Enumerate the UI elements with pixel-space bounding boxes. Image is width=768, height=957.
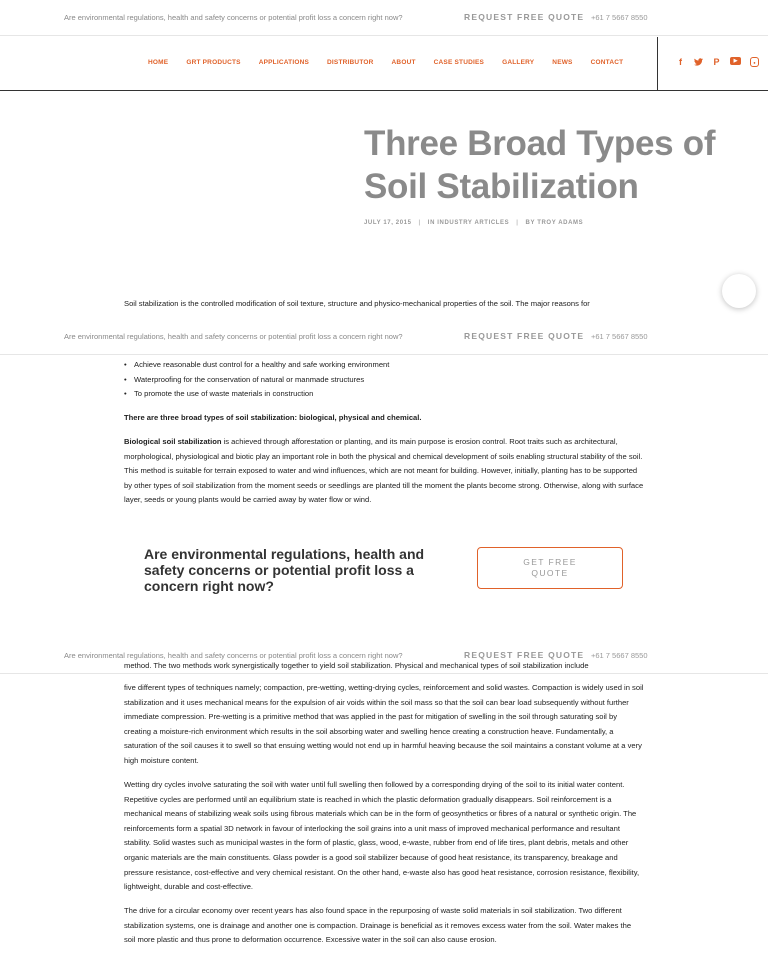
nav-item-case-studies[interactable]: CASE STUDIES bbox=[433, 59, 485, 66]
biological-paragraph bbox=[124, 435, 644, 508]
types-statement bbox=[124, 411, 644, 426]
nav-item-contact[interactable]: CONTACT bbox=[590, 59, 624, 66]
page-title: Three Broad Types of Soil Stabilization bbox=[364, 124, 716, 206]
nav-item-grt-products[interactable]: GRT PRODUCTS bbox=[186, 59, 241, 66]
request-quote-link[interactable]: REQUEST FREE QUOTE bbox=[464, 12, 585, 22]
request-quote-link[interactable]: REQUEST FREE QUOTE bbox=[464, 650, 585, 660]
nav-item-news[interactable]: NEWS bbox=[552, 59, 573, 66]
instagram-icon[interactable]: ● bbox=[750, 57, 759, 67]
circular-economy-paragraph: The drive for a circular economy over recent years has also found space in the repurposing of waste solid materials in soil stabilization. Two different stabilization systems, one is drainage and another one is compaction. Drainage is beneficial as it removes excess water from the soil. Water makes the soil more plastic and thus prone to deformation occurrence. Excessive water in the soil can also cause erosion. bbox=[124, 906, 632, 945]
partially-hidden-line bbox=[124, 661, 644, 674]
twitter-icon[interactable] bbox=[694, 57, 703, 67]
phone-number[interactable]: +61 7 5667 8550 bbox=[591, 651, 648, 660]
list-item: • Achieve reasonable dust control for a healthy and safe working environment bbox=[124, 358, 644, 373]
post-author[interactable]: BY TROY ADAMS bbox=[525, 220, 584, 226]
nav-item-applications[interactable]: APPLICATIONS bbox=[258, 59, 310, 66]
post-date: JULY 17, 2015 bbox=[364, 220, 412, 226]
top-bar-message: Are environmental regulations, health and safety concerns or potential profit loss a concern right now? bbox=[64, 651, 403, 660]
pinterest-icon[interactable]: P bbox=[713, 57, 720, 67]
biological-label: Biological soil stabilization bbox=[124, 437, 222, 446]
nav-item-gallery[interactable]: GALLERY bbox=[502, 59, 535, 66]
sticky-top-bar bbox=[0, 319, 768, 355]
types-statement-text: There are three broad types of soil stabilization: biological, physical and chemical. bbox=[124, 413, 422, 422]
meta-separator: | bbox=[516, 220, 519, 226]
social-links bbox=[676, 57, 759, 67]
top-bar-message: Are environmental regulations, health and safety concerns or potential profit loss a concern right now? bbox=[64, 13, 403, 22]
nav-item-about[interactable]: ABOUT bbox=[391, 59, 416, 66]
nav-item-distributor[interactable]: DISTRIBUTOR bbox=[327, 59, 374, 66]
floating-circle-button[interactable] bbox=[722, 274, 756, 308]
biological-text: is achieved through afforestation or planting, and its main purpose is erosion control. Root traits such as architectural, morphological, physiological and biotic play an important role in both the physical and chemical development of soils enabling structural stability of the soil. This method is suitable for terrain exposed to water and wind influences, which are not meant for building. However, initially, planting has to be supported by other types of soil stabilization from the moment seeds or seedlings are planted till the moment the plants become strong. Otherwise, along with surface layer, seeds or young plants would be carried away by water flow or wind. bbox=[124, 437, 644, 505]
physical-paragraph: five different types of techniques namely; compaction, pre-wetting, wetting-drying cycles, reinforcement and solid wastes. Compaction is widely used in soil stabilization and it uses mechanical means for the expulsion of air voids within the soil mass so that the soil can bear load subsequently without further immediate compression. Pre-wetting is a primitive method that was applied in the past for mitigation of swelling in the soil through saturating soil by creating a moisture-rich environment which results in the soil absorbing water and swelling hence creating a construction heave. Fundamentally, a saturation of the soil causes it to swell so that ensuing wetting would not end up in harmful heaving because the soil maintains a constant volume at a very high moisture content. bbox=[124, 683, 644, 765]
intro-paragraph: Soil stabilization is the controlled modification of soil texture, structure and physico-mechanical properties of the soil. The major reasons for bbox=[124, 299, 590, 308]
nav-divider bbox=[657, 37, 658, 91]
wetting-paragraph: Wetting dry cycles involve saturating the soil with water until full swelling then followed by a corresponding drying of the soil to its initial water content. Repetitive cycles are performed until an equilibrium state is reached in which the plastic deformation gradually disappears. Soil reinforcement is a mechanical means of stabilizing weak soils using fibrous materials which can be in the form of geosynthetics or fibres of a natural or synthetic origin. The reinforcements form a spatial 3D network in favour of interlocking the soil grains into a unit mass of improved mechanical performance and resultant stability. Solid wastes such as municipal wastes in the form of plastic, glass, wood, e-waste, rubber from end of life tires, plant debris, metals and other organic materials are the main constituents. Glass powder is a good soil stabilizer because of good heat resistance, its transparency, breakage and pressure resistance, cost-effective and very chemical resistant. On the other hand, e-waste also has good heat resistance, corrosion resistance, flexibility, lightweight, durable and cost-effective. bbox=[124, 780, 640, 892]
nav-menu bbox=[148, 59, 623, 66]
reasons-list bbox=[124, 358, 644, 402]
get-free-quote-button[interactable]: GET FREE QUOTE bbox=[477, 547, 623, 589]
main-navigation bbox=[0, 37, 768, 91]
top-bar bbox=[0, 0, 768, 36]
phone-number[interactable]: +61 7 5667 8550 bbox=[591, 13, 648, 22]
list-item: • Waterproofing for the conservation of natural or manmade structures bbox=[124, 373, 644, 388]
request-quote-link[interactable]: REQUEST FREE QUOTE bbox=[464, 331, 585, 341]
meta-separator: | bbox=[418, 220, 421, 226]
partially-hidden-line-text: method. The two methods work synergistically together to yield soil stabilization. Physical and mechanical types of soil stabilization include bbox=[124, 661, 589, 670]
list-item: • To promote the use of waste materials in construction bbox=[124, 387, 644, 402]
top-bar-message: Are environmental regulations, health and safety concerns or potential profit loss a concern right now? bbox=[64, 332, 403, 341]
phone-number[interactable]: +61 7 5667 8550 bbox=[591, 332, 648, 341]
nav-item-home[interactable]: HOME bbox=[148, 59, 169, 66]
post-meta bbox=[364, 220, 583, 226]
cta-heading: Are environmental regulations, health and safety concerns or potential profit loss a concern right now? bbox=[144, 546, 425, 594]
youtube-icon[interactable]: ▶ bbox=[730, 57, 741, 65]
post-category[interactable]: IN INDUSTRY ARTICLES bbox=[427, 220, 510, 226]
facebook-icon[interactable]: f bbox=[679, 57, 682, 67]
